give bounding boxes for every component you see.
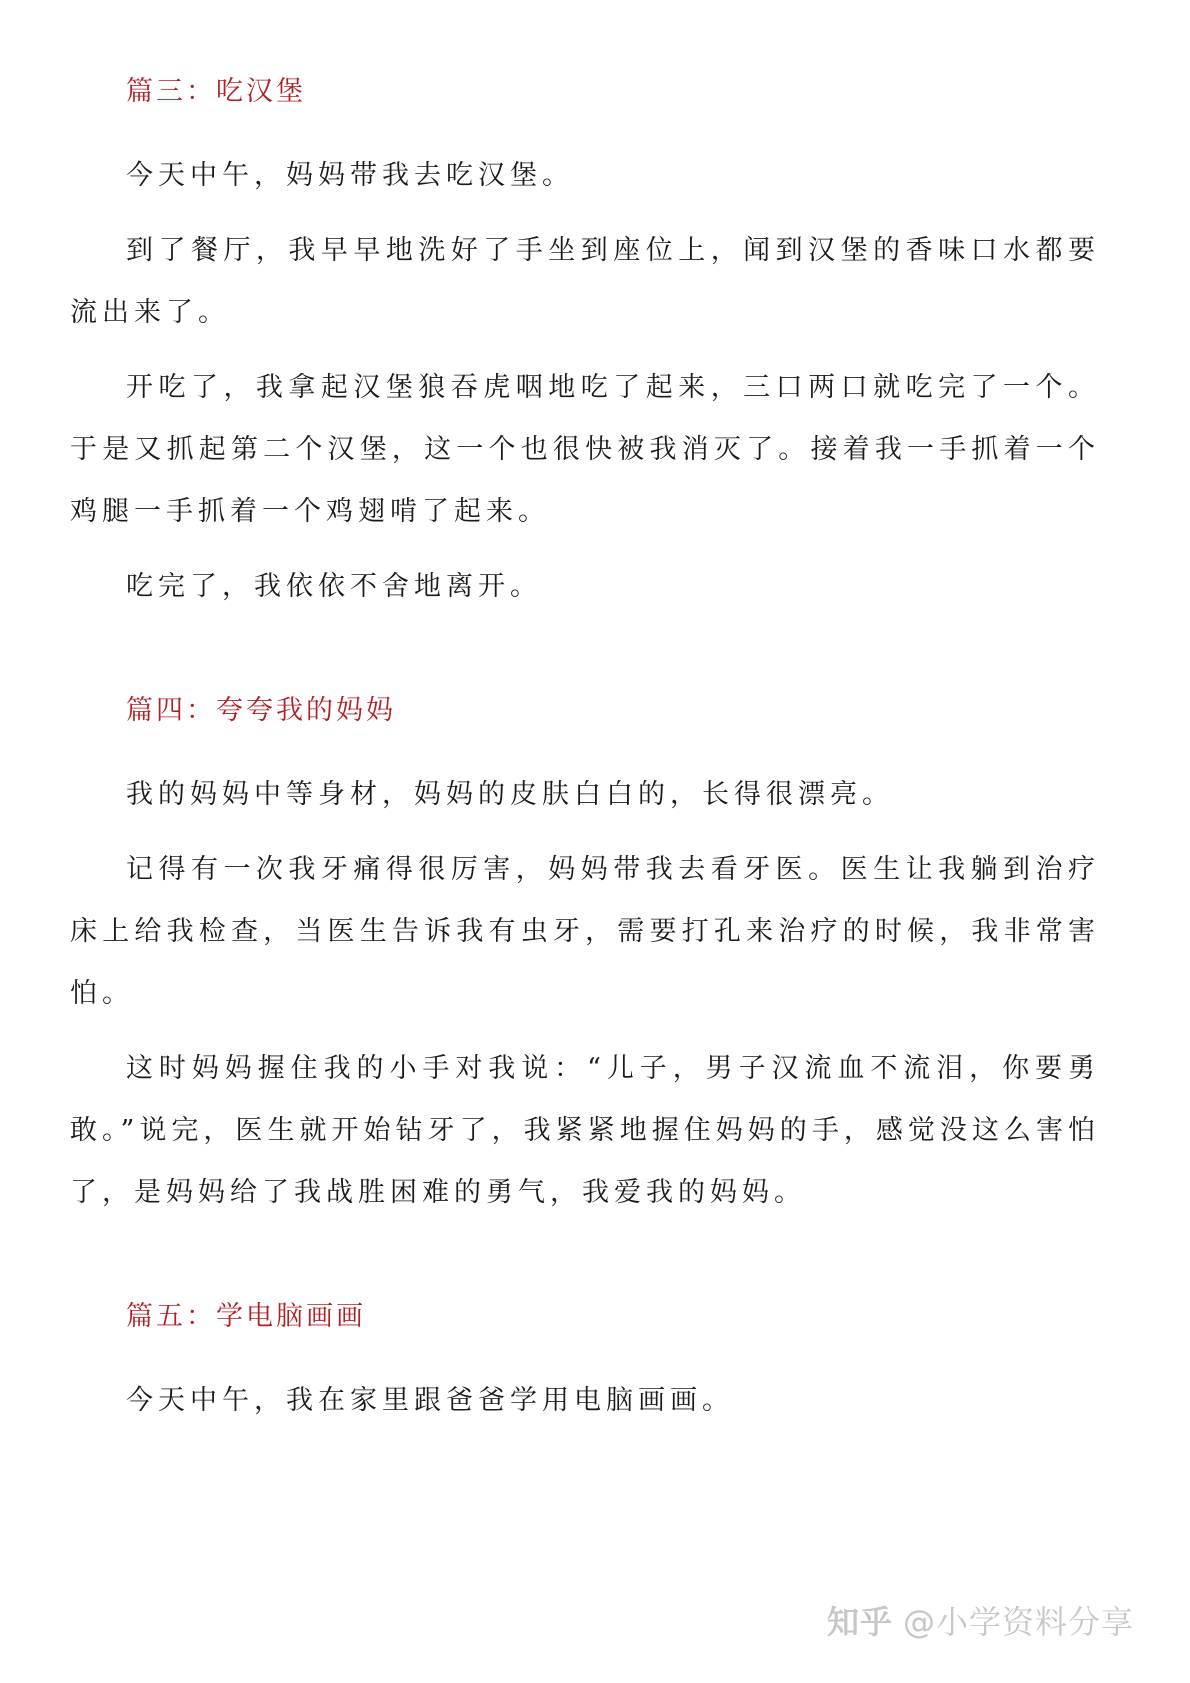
section-spacer: [70, 631, 1100, 691]
paragraph: 今天中午，妈妈带我去吃汉堡。: [126, 160, 574, 191]
section-4: [70, 691, 1100, 1224]
section-heading: 篇五：学电脑画画: [126, 1301, 366, 1332]
paragraph: 到了餐厅，我早早地洗好了手坐到座位上，闻到汉堡的香味口水都要流出来了。: [70, 235, 1100, 328]
section-heading: 篇三：吃汉堡: [126, 76, 306, 107]
paragraph: 这时妈妈握住我的小手对我说：“儿子，男子汉流血不流泪，你要勇敢。”说完，医生就开始钻牙了，我紧紧地握住妈妈的手，感觉没这么害怕了，是妈妈给了我战胜困难的勇气，我爱我的妈妈。: [70, 1053, 1100, 1208]
section-heading: 篇四：夸夸我的妈妈: [126, 695, 396, 726]
document-content: [70, 72, 1100, 1445]
section-spacer: [70, 1237, 1100, 1297]
paragraph: 吃完了，我依依不舍地离开。: [126, 571, 542, 602]
section-5: [70, 1297, 1100, 1432]
watermark-brand: 知乎: [826, 1603, 893, 1641]
paragraph: 我的妈妈中等身材，妈妈的皮肤白白的，长得很漂亮。: [126, 779, 894, 810]
paragraph: 记得有一次我牙痛得很厉害，妈妈带我去看牙医。医生让我躺到治疗床上给我检查，当医生告诉我有虫牙，需要打孔来治疗的时候，我非常害怕。: [70, 854, 1100, 1009]
section-3: [70, 72, 1100, 618]
zhihu-watermark: [827, 1597, 1134, 1643]
paragraph: 今天中午，我在家里跟爸爸学用电脑画画。: [126, 1385, 734, 1416]
paragraph: 开吃了，我拿起汉堡狼吞虎咽地吃了起来，三口两口就吃完了一个。于是又抓起第二个汉堡，这一个也很快被我消灭了。接着我一手抓着一个鸡腿一手抓着一个鸡翅啃了起来。: [70, 372, 1100, 527]
watermark-author: @小学资料分享: [902, 1603, 1134, 1641]
